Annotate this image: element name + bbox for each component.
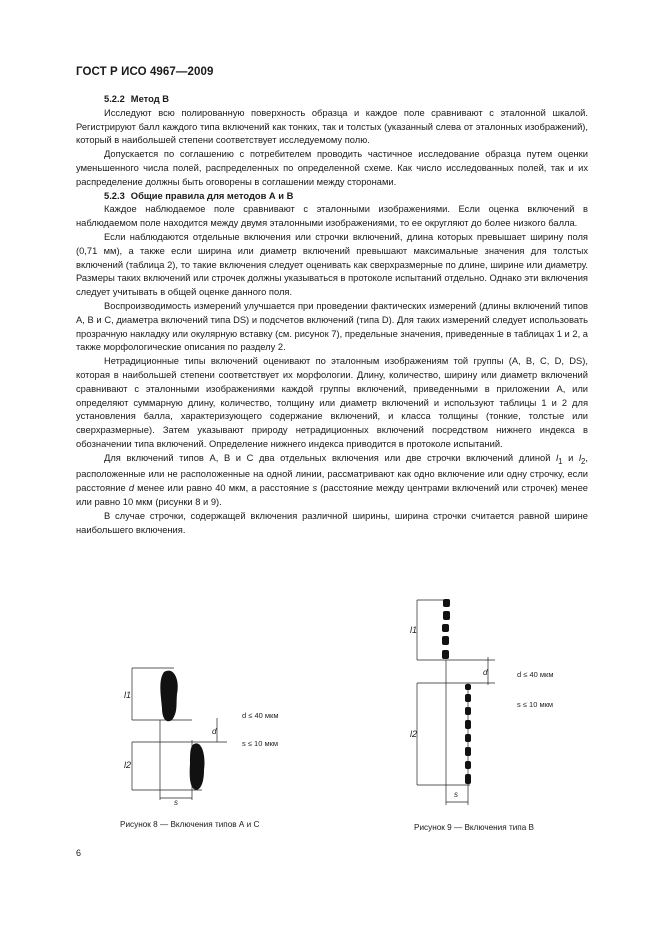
paragraph: Допускается по соглашению с потребителем проводить частичное исследование образца путем оценки уменьшенного числа полей, распределенных по определенной схеме. Как число исследованных полей, так и их распределение должны быть оговорены в соглашении между сторонами. (76, 149, 588, 187)
label-l1: l1 (124, 690, 132, 700)
page-header: ГОСТ Р ИСО 4967—2009 (76, 66, 214, 78)
paragraph: Воспроизводимость измерений улучшается при проведении фактических измерений (длины включений типов А, В и С, диаметра включений типа DS) и подсчетов включений (типа D). Для таких измерений следует использовать прозрачную накладку или окулярную вставку (см. рисунок 7), предельные значения, приведенные в таблицах 1 и 2, а также морфологические описания по разделу 2. (76, 300, 588, 353)
inclusion-string-lower (465, 684, 471, 784)
figure-9-drawing (405, 595, 605, 810)
inclusion-string-upper (442, 599, 450, 659)
paragraph: Если наблюдаются отдельные включения или строчки включений, длина которых превышает ширину поля (0,71 мм), а также если ширина или диаметр включений превышают максимальные значения для толстых включений (таблица 2), то такие включения следует оценивать как сверхразмерные по длине, ширине или диаметру. Размеры таких включений или строчек должны указываться в протоколе испытаний отдельно. Однако эти включения следует учитывать в общей оценке данного поля. (76, 231, 588, 298)
label-d: d (483, 668, 488, 677)
paragraph: В случае строчки, содержащей включения различной ширины, ширина строчки считается равной ширине наибольшего включения. (76, 510, 588, 535)
figure-8 (112, 660, 312, 810)
body-text (76, 93, 588, 537)
label-l2: l2 (124, 760, 132, 770)
figure-9 (405, 595, 605, 810)
paragraph: Для включений типов А, В и С два отдельных включения или две строчки включений длиной $l_1$ и $l_2$, расположенные или не расположенные на одной линии, рассматривают как одно включение или одну строчку, если расстояние d менее или равно 40 мкм, а расстояние s (расстояние между центрами включений или строчек) менее или равно 10 мкм (рисунки 8 и 9). (76, 452, 588, 507)
label-s: s (174, 798, 178, 807)
condition-d: d ≤ 40 мкм (242, 711, 279, 720)
page-number: 6 (76, 848, 82, 858)
figure-9-caption: Рисунок 9 — Включения типа В (414, 823, 534, 832)
condition-s: s ≤ 10 мкм (242, 739, 279, 748)
label-d: d (212, 727, 217, 736)
figure-8-drawing (112, 660, 312, 810)
paragraph: Каждое наблюдаемое поле сравнивают с эталонными изображениями. Если оценка включений в наблюдаемом поле находится между двумя эталонными изображениями, то ее округляют до более низкого балла. (76, 204, 588, 229)
section-heading-523: 5.2.3 Общие правила для методов А и В (104, 190, 294, 201)
condition-d: d ≤ 40 мкм (517, 670, 554, 679)
figure-8-caption: Рисунок 8 — Включения типов А и С (120, 820, 260, 829)
inclusion-upper (160, 671, 177, 722)
label-l1: l1 (410, 625, 418, 635)
condition-s: s ≤ 10 мкм (517, 700, 554, 709)
inclusion-lower (190, 743, 205, 790)
section-heading-522: 5.2.2 Метод В (104, 94, 169, 104)
label-s: s (454, 790, 458, 799)
label-l2: l2 (410, 729, 418, 739)
paragraph: Нетрадиционные типы включений оценивают по эталонным изображениям той группы (А, В, С, D, DS), которая в наибольшей степени соответствует их морфологии. Длину, количество, ширину или диаметр включений сравнивают с эталонными изображениями каждой группы включений, приведенными в приложении А, или определяют суммарную длину, количество, толщину или диаметр включений и используют таблицы 1 и 2 для установления балла, характеризующего содержание включений, и класса толщины (тонкие, толстые или сверхразмерные). Затем указывают природу нетрадиционных включений посредством нижнего индекса в обозначении типа включений. Определение нижнего индекса приводится в протоколе испытаний. (76, 356, 588, 449)
paragraph: Исследуют всю полированную поверхность образца и каждое поле сравнивают с эталонной шкалой. Регистрируют балл каждого типа включений как тонких, так и толстых (указанный слева от эталонных изображений), который в наибольшей степени соответствует исследуемому полю. (76, 107, 588, 146)
